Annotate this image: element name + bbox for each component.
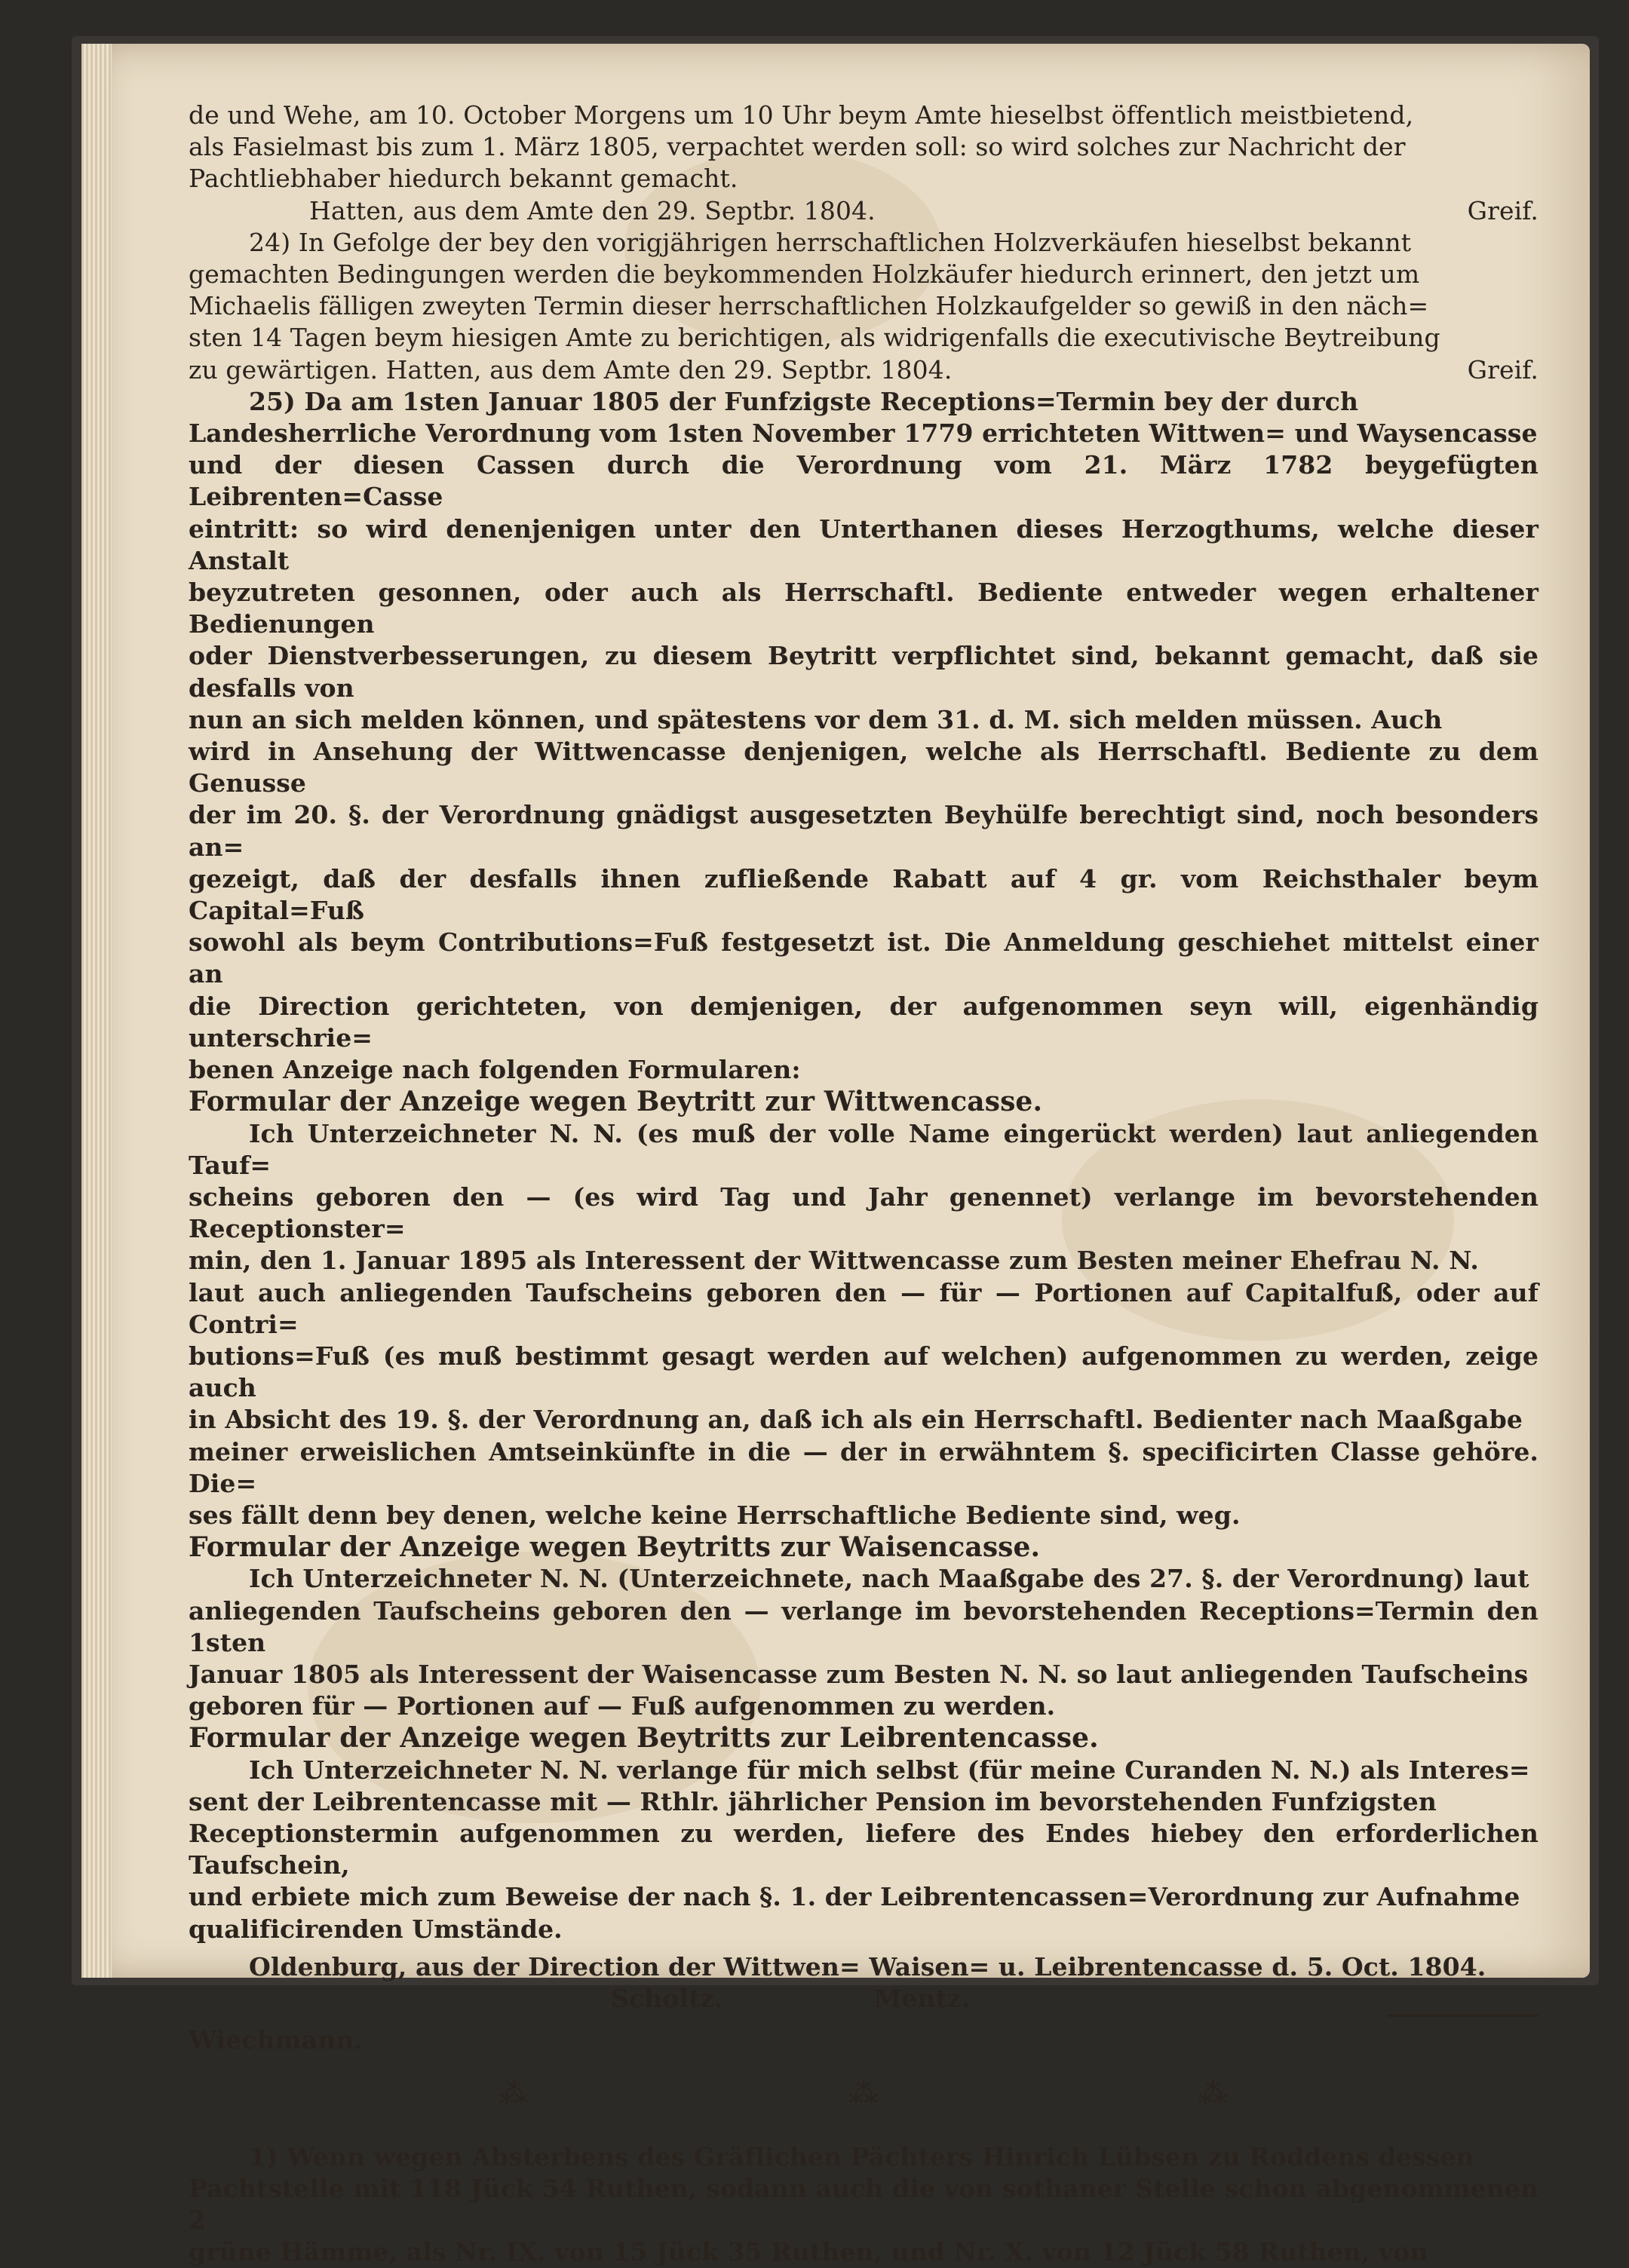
text-line: wird in Ansehung der Wittwencasse denjenigen, welche als Herrschaftl. Bediente zu dem Genusse bbox=[189, 737, 1538, 798]
text-line: Landesherrliche Verordnung vom 1sten November 1779 errichteten Wittwen= und Waysencasse bbox=[189, 418, 1538, 449]
date-line: Hatten, aus dem Amte den 29. Septbr. 1804. bbox=[309, 195, 876, 225]
text-line: laut auch anliegenden Taufscheins geboren den — für — Portionen auf Capitalfuß, oder auf Contri= bbox=[189, 1277, 1538, 1339]
text-line: Pachtliebhaber hiedurch bekannt gemacht. bbox=[189, 164, 738, 194]
text-line: als Fasielmast bis zum 1. März 1805, verpachtet werden soll: so wird solches zur Nachricht der bbox=[189, 132, 1406, 162]
text-line: zu gewärtigen. Hatten, aus dem Amte den 29. Septbr. 1804. bbox=[189, 354, 953, 385]
item-25 bbox=[189, 386, 1538, 2057]
item-1 bbox=[189, 2141, 1538, 2268]
text-line: sten 14 Tagen beym hiesigen Amte zu berichtigen, als widrigenfalls die executivische Beytreibung bbox=[189, 323, 1440, 353]
signature-name: Greif. bbox=[1467, 195, 1538, 225]
ornament: ⁂ bbox=[848, 2077, 879, 2113]
text-line: Pachtstelle mit 118 Jück 54 Ruthen, sodann auch die von sothaner Stelle schon abgenommenen 2 bbox=[189, 2173, 1538, 2235]
text-line: in Absicht des 19. §. der Verordnung an, daß ich als ein Herrschaftl. Bedienter nach Maaßgabe bbox=[189, 1405, 1523, 1435]
form-heading: Formular der Anzeige wegen Beytritts zur Waisencasse. bbox=[189, 1531, 1041, 1564]
page-edge bbox=[81, 44, 112, 1978]
text-line: nun an sich melden können, und spätestens vor dem 31. d. M. sich melden müssen. Auch bbox=[189, 704, 1443, 734]
closing-place: Oldenburg, aus der Direction der Wittwen= Waisen= u. Leibrentencasse d. 5. Oct. 1804. bbox=[249, 1951, 1486, 1981]
text-line: Michaelis fälligen zweyten Termin dieser herrschaftlichen Holzkaufgelder so gewiß in den näch= bbox=[189, 291, 1429, 321]
text-line: 1) Wenn wegen Absterbens des Gräflichen Pächters Hinrich Lübsen zu Roddens dessen bbox=[249, 2141, 1474, 2171]
text-line: sent der Leibrentencasse mit — Rthlr. jährlicher Pension im bevorstehenden Funfzigsten bbox=[189, 1786, 1437, 1816]
text-line: scheins geboren den — (es wird Tag und Jahr genennet) verlange im bevorstehenden Receptionster= bbox=[189, 1182, 1538, 1244]
ornament-row bbox=[189, 2056, 1538, 2141]
text-line: Ich Unterzeichneter N. N. (Unterzeichnete, nach Maaßgabe des 27. §. der Verordnung) laut bbox=[249, 1564, 1529, 1594]
text-line: ses fällt denn bey denen, welche keine Herrschaftliche Bediente sind, weg. bbox=[189, 1500, 1241, 1530]
text-line: sowohl als beym Contributions=Fuß festgesetzt ist. Die Anmeldung geschiehet mittelst einer an bbox=[189, 927, 1538, 989]
text-line: die Direction gerichteten, von demjenigen, der aufgenommen seyn will, eigenhändig unterschrie= bbox=[189, 991, 1538, 1053]
text-line: butions=Fuß (es muß bestimmt gesagt werden auf welchen) aufgenommen zu werden, zeige auch bbox=[189, 1341, 1538, 1403]
text-line: Ich Unterzeichneter N. N. (es muß der volle Name eingerückt werden) laut anliegenden Tauf= bbox=[189, 1118, 1538, 1180]
signatures bbox=[189, 1983, 1538, 2015]
text-line: geboren für — Portionen auf — Fuß aufgenommen zu werden. bbox=[189, 1691, 1056, 1721]
signature-wiechmann: Wiechmann. bbox=[189, 2025, 363, 2055]
text-line: und der diesen Cassen durch die Verordnung vom 21. März 1782 beygefügten Leibrenten=Casse bbox=[189, 450, 1538, 512]
ornament: ⁂ bbox=[499, 2077, 529, 2113]
signature-line bbox=[189, 354, 1538, 386]
text-line: grüne Hämme, als Nr. IX. von 15 Jück 35 Ruthen, und Nr. X. von 12 Jück 58 Ruthen, von bbox=[189, 2237, 1428, 2267]
ornament: ⁂ bbox=[1198, 2077, 1229, 2113]
signature-line bbox=[189, 195, 1538, 227]
text-line: oder Dienstverbesserungen, zu diesem Beytritt verpflichtet sind, bekannt gemacht, daß sie desfalls von bbox=[189, 641, 1538, 703]
text-line: qualificirenden Umstände. bbox=[189, 1914, 563, 1944]
form-heading: Formular der Anzeige wegen Beytritt zur Wittwencasse. bbox=[189, 1086, 1043, 1118]
signature-scholtz: Scholtz. bbox=[611, 1983, 723, 2013]
text-line: Receptionstermin aufgenommen zu werden, liefere des Endes hiebey den erforderlichen Taufschein, bbox=[189, 1818, 1538, 1880]
text-line: 25) Da am 1sten Januar 1805 der Funfzigste Receptions=Termin bey der durch bbox=[249, 386, 1359, 416]
text-line: anliegenden Taufscheins geboren den — verlange im bevorstehenden Receptions=Termin den 1sten bbox=[189, 1595, 1538, 1657]
signature-mentz: Mentz. bbox=[873, 1983, 971, 2013]
text-line: benen Anzeige nach folgenden Formularen: bbox=[189, 1055, 801, 1085]
text-line: de und Wehe, am 10. October Morgens um 10 Uhr beym Amte hieselbst öffentlich meistbietend, bbox=[189, 100, 1414, 130]
signature-name: Greif. bbox=[1467, 354, 1538, 385]
text-line: min, den 1. Januar 1895 als Interessent der Wittwencasse zum Besten meiner Ehefrau N. N. bbox=[189, 1246, 1479, 1276]
text-line: Januar 1805 als Interessent der Waisencasse zum Besten N. N. so laut anliegenden Taufscheins bbox=[189, 1659, 1529, 1689]
text-line: meiner erweislichen Amtseinkünfte in die — der in erwähntem §. specificirten Classe gehöre. Die= bbox=[189, 1436, 1538, 1498]
text-line: gemachten Bedingungen werden die beykommenden Holzkäufer hiedurch erinnert, den jetzt um bbox=[189, 259, 1420, 290]
text-line: und erbiete mich zum Beweise der nach §. 1. der Leibrentencassen=Verordnung zur Aufnahme bbox=[189, 1882, 1520, 1912]
page-text bbox=[189, 100, 1538, 2268]
text-line: beyzutreten gesonnen, oder auch als Herrschaftl. Bediente entweder wegen erhaltener Bedienungen bbox=[189, 578, 1538, 639]
text-line: eintritt: so wird denenjenigen unter den Unterthanen dieses Herzogthums, welche dieser Anstalt bbox=[189, 513, 1538, 575]
text-line: Ich Unterzeichneter N. N. verlange für mich selbst (für meine Curanden N. N.) als Interes= bbox=[249, 1755, 1530, 1785]
text-line: der im 20. §. der Verordnung gnädigst ausgesetzten Beyhülfe berechtigt sind, noch besonders an= bbox=[189, 800, 1538, 862]
form-heading: Formular der Anzeige wegen Beytritts zur Leibrentencasse. bbox=[189, 1722, 1099, 1755]
signature-rule bbox=[1388, 2015, 1538, 2017]
text-line: 24) In Gefolge der bey den vorigjährigen herrschaftlichen Holzverkäufen hieselbst bekannt bbox=[249, 227, 1412, 257]
text-line: gezeigt, daß der desfalls ihnen zufließende Rabatt auf 4 gr. vom Reichsthaler beym Capital=Fuß bbox=[189, 863, 1538, 926]
